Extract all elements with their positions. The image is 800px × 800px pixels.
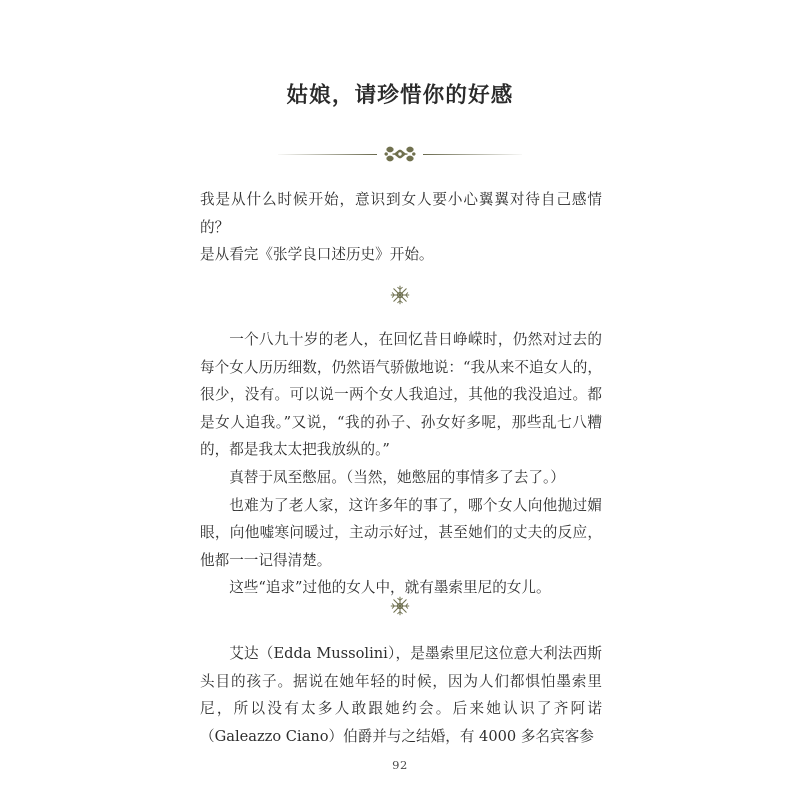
paragraph: 这些“追求”过他的女人中，就有墨索里尼的女儿。 bbox=[229, 579, 551, 597]
paragraph: 也难为了老人家，这许多年的事了，哪个女人向他抛过媚眼，向他嘘寒问暖过，主动示好过，甚至她们的丈夫的反应，他都一一记得清楚。 bbox=[200, 496, 602, 569]
divider-line-right bbox=[423, 154, 522, 155]
paragraph: 一个八九十岁的老人，在回忆昔日峥嵘时，仍然对过去的每个女人历历细数，仍然语气骄傲地说：“我从来不追女人的，很少，没有。可以说一两个女人我追过，其他的我没追过。都是女人追我。”又说，“我的孙子、孙女好多呢，那些乱七八糟的，都是我太太把我放纵的。” bbox=[200, 331, 602, 459]
section-two-text-block bbox=[200, 640, 602, 750]
title-divider bbox=[278, 143, 522, 165]
paragraph: 艾达（Edda Mussolini），是墨索里尼这位意大利法西斯头目的孩子。据说在她年轻的时候，因为人们都惧怕墨索里尼，所以没有太多人敢跟她约会。后来她认识了齐阿诺（Galeazzo Ciano）伯爵并与之结婚，有 4000 多名宾客参 bbox=[200, 645, 602, 745]
rosette-snowflake-icon bbox=[388, 283, 412, 307]
paragraph: 真替于凤至憋屈。（当然，她憋屈的事情多了去了。） bbox=[229, 468, 565, 486]
page-title: 姑娘，请珍惜你的好感 bbox=[286, 83, 514, 108]
page-number: 92 bbox=[392, 758, 408, 772]
intro-line-1: 我是从什么时候开始，意识到女人要小心翼翼对待自己感情的？ bbox=[200, 191, 602, 236]
divider-line-left bbox=[278, 154, 377, 155]
floral-bowtie-ornament bbox=[378, 143, 422, 165]
section-break-ornament-1 bbox=[0, 283, 800, 307]
intro-line-2: 是从看完《张学良口述历史》开始。 bbox=[200, 246, 434, 264]
section-break-ornament-2 bbox=[0, 594, 800, 618]
rosette-snowflake-icon bbox=[388, 594, 412, 618]
section-one-text-block bbox=[200, 326, 602, 602]
intro-text-block bbox=[200, 186, 602, 269]
